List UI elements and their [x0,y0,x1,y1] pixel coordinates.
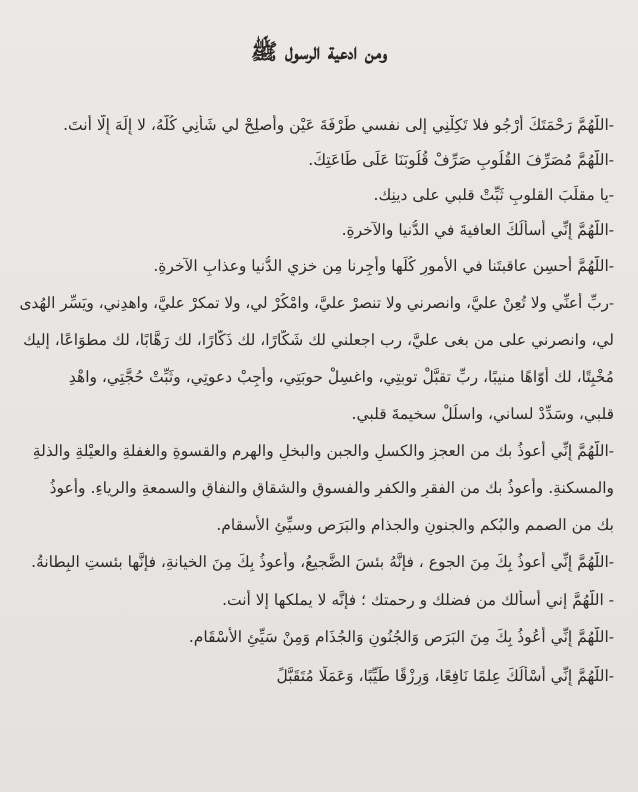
dua-line-6-cont-3: قلبي، وسَدِّدْ لساني، واسلُلْ سخيمةَ قلبي. [351,405,614,423]
dua-line-7: -اللَّهُمَّ إِنِّي أعوذُ بك من العجزِ والكسلِ والجبنِ والبخلِ والهرمِ والقسوةِ والغفلةِ والعيْلةِ والذلةِ [32,442,614,460]
page-title: ومن ادعية الرسول ﷺ [250,39,388,65]
dua-line-1: -اللَّهُمَّ رَحْمَتَكَ أَرْجُو فلا تَكِلْنِي إلى نفسي طَرْفَةَ عَيْنٍ وأَصلِحْ لي شَأْنِي كُلَّهُ، لا إِلَهَ إِلَّا أَنتَ. [63,116,614,134]
dua-line-10: -اللَّهُمَّ إِنِّي أَعُوذُ بِكَ مِنَ البَرَصِ وَالجُنُونِ وَالجُذَامِ وَمِنْ سَيِّئِ الأَسْقَامِ. [188,628,614,646]
dua-line-3: -يا مقلِّبَ القلوبِ ثَبِّتْ قلبي على دينِك. [373,186,614,204]
dua-line-6-cont-1: لي، وانصرني على من بغى عليَّ، رب اجعلني لك شَكَّارًا، لك ذَكَّارًا، لك رَهَّابًا، لك مطوَاعًا، إليك [23,331,614,349]
dua-line-2: -اللَّهُمَّ مُصَرِّفَ القُلُوبِ صَرِّفْ قُلُوبَنَا عَلَى طَاعَتِكَ. [308,151,614,169]
dua-line-4: -اللَّهُمَّ إِنِّي أَسأَلُكَ العافيةَ في الدُّنيا والآخرةِ. [341,221,614,239]
dua-line-9: - اللَّهُمَّ إني أسألك من فضلك و رحمتك ؛ فإنَّه لا يملكها إلا أنت. [222,591,614,609]
dua-line-8: -اللَّهُمَّ إِنِّي أعوذُ بِكَ مِنَ الجوعِ ، فإنَّهُ بئسَ الضَّجيعُ، وأعوذُ بِكَ مِنَ الخيانةِ، فإنَّها بئستِ البِطانةُ. [31,553,614,571]
dua-line-11: -اللَّهُمَّ إِنِّي أَسْأَلُكَ عِلمًا نَافِعًا، وَرِزْقًا طَيِّبًا، وَعَمَلًا مُتَقَبَّلً [276,667,614,685]
dua-line-6-cont-2: مُخْبِتًا، لك أوّاهًا منيبًا، ربِّ تقبَّلْ توبتِي، واغسِلْ حوبَتِي، وأَجِبْ دعوتِي، وثَبِّتْ حُجَّتِي، واهْدِ [68,368,614,386]
dua-line-6: -ربِّ أَعنِّي ولا تُعِنْ عليَّ، وانصرني ولا تنصرْ عليَّ، وامْكُرْ لي، ولا تمكرْ عليَّ، واهدِني، ويَسِّر الهُدى [19,294,614,312]
dua-line-7-cont-1: والمسكنةِ. وأعوذُ بك من الفقرِ والكفرِ والفسوقِ والشقاقِ والنفاقِ والسمعةِ والرياءِ. وأعوذُ [49,479,614,497]
dua-line-5: -اللَّهُمَّ أحسِن عاقبتَنا في الأمورِ كُلِّها وأجِرنا مِن خزيِ الدُّنيا وعذابِ الآخرةِ. [153,257,614,275]
dua-line-7-cont-2: بك من الصممِ والبُكمِ والجنونِ والجذامِ والبَرَصِ وسيِّئِ الأسقامِ. [216,516,614,534]
